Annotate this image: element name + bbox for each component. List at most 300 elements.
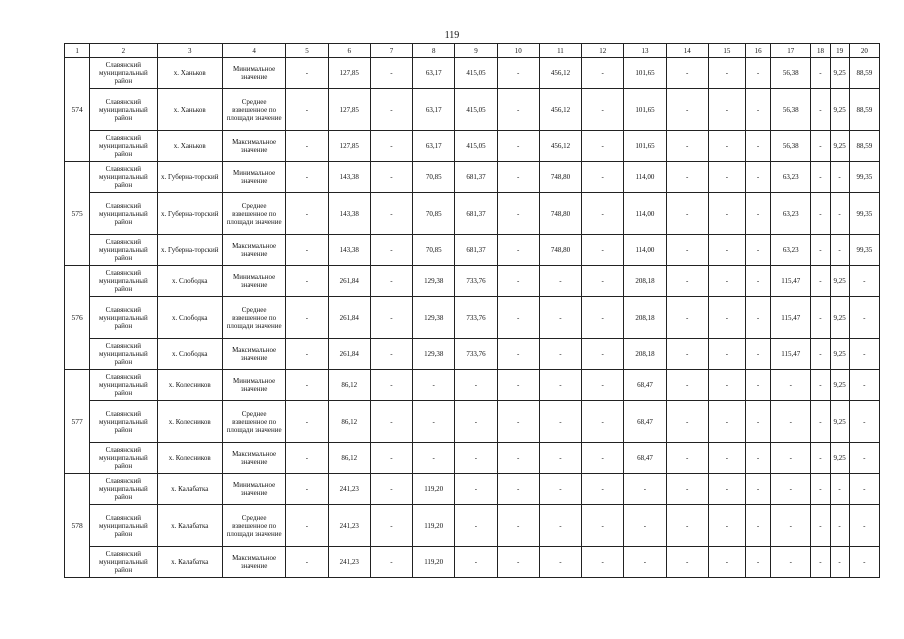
district-cell: Славянский муниципальный район (90, 162, 157, 193)
table-row (65, 58, 880, 89)
column-header: 20 (849, 44, 879, 58)
value-cell: - (497, 547, 539, 578)
value-cell: - (455, 474, 497, 505)
value-cell: - (666, 401, 708, 443)
value-cell: - (370, 162, 412, 193)
value-cell: - (370, 474, 412, 505)
value-cell: - (849, 474, 879, 505)
district-cell: Славянский муниципальный район (90, 193, 157, 235)
value-cell: - (539, 547, 581, 578)
value-cell: - (497, 339, 539, 370)
value-cell: - (455, 401, 497, 443)
value-cell: - (771, 505, 811, 547)
value-cell: 143,38 (328, 162, 370, 193)
value-cell: - (666, 547, 708, 578)
value-cell: 261,84 (328, 339, 370, 370)
value-cell: - (811, 443, 830, 474)
value-cell: 129,38 (413, 297, 455, 339)
value-cell: - (286, 370, 328, 401)
column-header: 15 (708, 44, 745, 58)
value-cell: - (811, 235, 830, 266)
value-cell: - (582, 474, 624, 505)
value-type-cell: Максимальное значение (222, 443, 285, 474)
value-cell: 415,05 (455, 58, 497, 89)
value-cell: - (582, 266, 624, 297)
value-cell: 86,12 (328, 370, 370, 401)
value-type-cell: Максимальное значение (222, 339, 285, 370)
value-cell: - (666, 443, 708, 474)
district-cell: Славянский муниципальный район (90, 131, 157, 162)
value-cell: - (413, 401, 455, 443)
value-cell: 9,25 (830, 401, 849, 443)
value-type-cell: Среднее взвешенное по площади значение (222, 401, 285, 443)
value-cell: - (582, 89, 624, 131)
value-cell: - (582, 443, 624, 474)
settlement-cell: х. Ханьков (157, 89, 222, 131)
value-cell: - (666, 162, 708, 193)
value-cell: - (708, 547, 745, 578)
value-cell: 208,18 (624, 297, 666, 339)
value-cell: 70,85 (413, 162, 455, 193)
value-cell: 101,65 (624, 58, 666, 89)
value-cell: - (830, 547, 849, 578)
value-type-cell: Максимальное значение (222, 131, 285, 162)
value-cell: 56,38 (771, 131, 811, 162)
value-cell: - (370, 58, 412, 89)
settlement-cell: х. Губерна-торский (157, 193, 222, 235)
value-type-cell: Минимальное значение (222, 474, 285, 505)
value-cell: - (582, 547, 624, 578)
value-cell: - (708, 58, 745, 89)
value-cell: - (624, 505, 666, 547)
table-row (65, 339, 880, 370)
table-row (65, 474, 880, 505)
value-cell: - (582, 370, 624, 401)
value-cell: - (286, 193, 328, 235)
column-header: 2 (90, 44, 157, 58)
value-cell: 99,35 (849, 162, 879, 193)
value-cell: - (370, 339, 412, 370)
value-cell: 99,35 (849, 193, 879, 235)
value-cell: 127,85 (328, 131, 370, 162)
value-cell: - (455, 547, 497, 578)
value-cell: - (370, 266, 412, 297)
value-cell: - (497, 89, 539, 131)
column-header: 9 (455, 44, 497, 58)
value-cell: - (746, 297, 771, 339)
value-cell: - (582, 505, 624, 547)
value-type-cell: Среднее взвешенное по площади значение (222, 193, 285, 235)
value-cell: 99,35 (849, 235, 879, 266)
district-cell: Славянский муниципальный район (90, 401, 157, 443)
value-cell: 70,85 (413, 193, 455, 235)
value-cell: 86,12 (328, 401, 370, 443)
value-cell: - (771, 370, 811, 401)
value-type-cell: Максимальное значение (222, 235, 285, 266)
district-cell: Славянский муниципальный район (90, 266, 157, 297)
column-header: 3 (157, 44, 222, 58)
value-cell: 748,80 (539, 193, 581, 235)
table-body (65, 58, 880, 578)
value-cell: - (666, 474, 708, 505)
value-cell: - (811, 297, 830, 339)
value-cell: - (286, 547, 328, 578)
settlement-cell: х. Слободка (157, 297, 222, 339)
value-cell: - (666, 266, 708, 297)
value-cell: 119,20 (413, 547, 455, 578)
value-cell: 114,00 (624, 193, 666, 235)
value-cell: - (497, 474, 539, 505)
value-cell: - (582, 193, 624, 235)
column-header: 5 (286, 44, 328, 58)
value-cell: - (771, 443, 811, 474)
column-header: 12 (582, 44, 624, 58)
value-cell: - (849, 547, 879, 578)
value-cell: - (286, 505, 328, 547)
value-cell: - (582, 297, 624, 339)
value-type-cell: Минимальное значение (222, 162, 285, 193)
value-cell: - (497, 505, 539, 547)
value-cell: - (708, 474, 745, 505)
value-cell: - (746, 266, 771, 297)
value-cell: - (708, 162, 745, 193)
column-header: 10 (497, 44, 539, 58)
value-cell: 9,25 (830, 443, 849, 474)
value-cell: 456,12 (539, 131, 581, 162)
value-cell: - (849, 370, 879, 401)
value-type-cell: Минимальное значение (222, 58, 285, 89)
value-cell: - (708, 443, 745, 474)
value-cell: - (413, 370, 455, 401)
value-cell: 115,47 (771, 266, 811, 297)
value-cell: - (708, 266, 745, 297)
value-cell: - (497, 443, 539, 474)
value-cell: 127,85 (328, 58, 370, 89)
value-cell: 68,47 (624, 370, 666, 401)
value-cell: - (582, 131, 624, 162)
value-cell: - (582, 339, 624, 370)
value-cell: - (497, 193, 539, 235)
value-cell: 63,23 (771, 235, 811, 266)
value-cell: - (771, 547, 811, 578)
value-cell: - (286, 235, 328, 266)
value-cell: - (539, 297, 581, 339)
settlement-cell: х. Колесников (157, 370, 222, 401)
value-cell: 63,17 (413, 89, 455, 131)
value-cell: 748,80 (539, 162, 581, 193)
value-cell: - (286, 89, 328, 131)
value-cell: 115,47 (771, 339, 811, 370)
table-row (65, 193, 880, 235)
value-cell: 127,85 (328, 89, 370, 131)
value-cell: - (370, 443, 412, 474)
value-cell: - (666, 297, 708, 339)
settlement-cell: х. Калабатка (157, 505, 222, 547)
value-type-cell: Максимальное значение (222, 547, 285, 578)
value-cell: 88,59 (849, 131, 879, 162)
value-cell: 114,00 (624, 235, 666, 266)
value-type-cell: Минимальное значение (222, 266, 285, 297)
settlement-cell: х. Ханьков (157, 131, 222, 162)
value-cell: - (539, 266, 581, 297)
value-cell: 63,23 (771, 162, 811, 193)
value-cell: 9,25 (830, 339, 849, 370)
value-cell: - (849, 505, 879, 547)
value-cell: 9,25 (830, 89, 849, 131)
value-cell: - (286, 401, 328, 443)
value-cell: - (286, 297, 328, 339)
value-cell: - (539, 401, 581, 443)
row-code-cell: 577 (65, 370, 90, 474)
table-row (65, 547, 880, 578)
value-cell: - (497, 235, 539, 266)
value-cell: - (455, 505, 497, 547)
value-cell: - (455, 370, 497, 401)
value-cell: - (497, 131, 539, 162)
value-cell: - (849, 443, 879, 474)
column-header: 7 (370, 44, 412, 58)
value-cell: - (666, 58, 708, 89)
value-cell: - (582, 235, 624, 266)
value-cell: - (497, 266, 539, 297)
value-cell: - (811, 474, 830, 505)
value-cell: 415,05 (455, 131, 497, 162)
value-cell: - (497, 58, 539, 89)
value-cell: - (771, 474, 811, 505)
value-cell: - (708, 89, 745, 131)
value-cell: - (370, 193, 412, 235)
value-cell: 261,84 (328, 266, 370, 297)
district-cell: Славянский муниципальный район (90, 89, 157, 131)
value-cell: - (811, 162, 830, 193)
value-cell: - (582, 162, 624, 193)
value-cell: - (497, 162, 539, 193)
value-cell: - (708, 401, 745, 443)
value-cell: - (286, 162, 328, 193)
table-row (65, 505, 880, 547)
column-header: 18 (811, 44, 830, 58)
value-cell: 681,37 (455, 235, 497, 266)
table-row (65, 401, 880, 443)
value-cell: 733,76 (455, 266, 497, 297)
value-cell: 9,25 (830, 266, 849, 297)
value-cell: - (811, 266, 830, 297)
value-cell: - (708, 370, 745, 401)
value-cell: - (746, 235, 771, 266)
column-header: 14 (666, 44, 708, 58)
settlement-cell: х. Колесников (157, 443, 222, 474)
value-cell: - (497, 297, 539, 339)
settlement-cell: х. Ханьков (157, 58, 222, 89)
value-cell: - (811, 58, 830, 89)
value-type-cell: Среднее взвешенное по площади значение (222, 505, 285, 547)
value-cell: - (455, 443, 497, 474)
header-row (65, 44, 880, 58)
value-type-cell: Среднее взвешенное по площади значение (222, 89, 285, 131)
value-cell: - (746, 370, 771, 401)
table-row (65, 266, 880, 297)
value-cell: 681,37 (455, 162, 497, 193)
value-cell: 241,23 (328, 505, 370, 547)
value-cell: - (708, 193, 745, 235)
value-cell: - (708, 235, 745, 266)
value-cell: 748,80 (539, 235, 581, 266)
value-cell: - (811, 339, 830, 370)
value-cell: 733,76 (455, 339, 497, 370)
settlement-cell: х. Губерна-торский (157, 162, 222, 193)
value-cell: - (370, 131, 412, 162)
value-cell: - (666, 193, 708, 235)
value-cell: - (746, 443, 771, 474)
column-header: 17 (771, 44, 811, 58)
value-cell: 9,25 (830, 58, 849, 89)
settlement-cell: х. Слободка (157, 266, 222, 297)
value-cell: - (286, 474, 328, 505)
value-cell: - (370, 89, 412, 131)
value-cell: 456,12 (539, 58, 581, 89)
value-cell: 86,12 (328, 443, 370, 474)
column-header: 19 (830, 44, 849, 58)
value-cell: - (370, 547, 412, 578)
value-cell: - (830, 505, 849, 547)
row-code-cell: 578 (65, 474, 90, 578)
value-cell: - (849, 401, 879, 443)
value-cell: - (370, 401, 412, 443)
column-header: 13 (624, 44, 666, 58)
settlement-cell: х. Губерна-торский (157, 235, 222, 266)
value-cell: 68,47 (624, 401, 666, 443)
value-cell: 681,37 (455, 193, 497, 235)
value-cell: - (666, 235, 708, 266)
value-cell: - (849, 266, 879, 297)
value-cell: - (811, 370, 830, 401)
value-cell: - (286, 58, 328, 89)
value-cell: 70,85 (413, 235, 455, 266)
value-cell: - (370, 370, 412, 401)
settlement-cell: х. Калабатка (157, 474, 222, 505)
value-cell: 733,76 (455, 297, 497, 339)
value-cell: 129,38 (413, 339, 455, 370)
value-cell: - (497, 401, 539, 443)
value-cell: 9,25 (830, 370, 849, 401)
value-cell: - (830, 193, 849, 235)
value-cell: - (849, 339, 879, 370)
table-row (65, 443, 880, 474)
value-cell: - (539, 370, 581, 401)
value-cell: - (811, 89, 830, 131)
value-cell: - (666, 131, 708, 162)
value-type-cell: Среднее взвешенное по площади значение (222, 297, 285, 339)
district-cell: Славянский муниципальный район (90, 474, 157, 505)
value-cell: - (370, 235, 412, 266)
value-cell: 101,65 (624, 131, 666, 162)
value-cell: - (286, 443, 328, 474)
value-cell: - (746, 89, 771, 131)
value-cell: 143,38 (328, 193, 370, 235)
value-cell: 88,59 (849, 58, 879, 89)
value-cell: - (413, 443, 455, 474)
value-cell: 208,18 (624, 339, 666, 370)
value-cell: - (746, 474, 771, 505)
value-cell: - (582, 401, 624, 443)
value-cell: - (811, 131, 830, 162)
row-code-cell: 574 (65, 58, 90, 162)
value-cell: - (370, 297, 412, 339)
table-row (65, 89, 880, 131)
value-cell: - (811, 547, 830, 578)
table-row (65, 162, 880, 193)
value-cell: - (849, 297, 879, 339)
value-cell: - (811, 193, 830, 235)
value-cell: - (539, 443, 581, 474)
value-cell: 129,38 (413, 266, 455, 297)
value-cell: 114,00 (624, 162, 666, 193)
district-cell: Славянский муниципальный район (90, 297, 157, 339)
value-cell: 88,59 (849, 89, 879, 131)
value-cell: 119,20 (413, 474, 455, 505)
table-row (65, 235, 880, 266)
column-header: 1 (65, 44, 90, 58)
value-cell: - (286, 266, 328, 297)
value-cell: - (811, 505, 830, 547)
value-cell: - (539, 505, 581, 547)
value-cell: - (666, 339, 708, 370)
value-cell: 415,05 (455, 89, 497, 131)
value-cell: 241,23 (328, 547, 370, 578)
district-cell: Славянский муниципальный район (90, 547, 157, 578)
value-cell: - (497, 370, 539, 401)
value-cell: - (582, 58, 624, 89)
value-cell: - (708, 339, 745, 370)
district-cell: Славянский муниципальный район (90, 235, 157, 266)
value-cell: - (746, 339, 771, 370)
value-cell: - (286, 339, 328, 370)
value-cell: 56,38 (771, 58, 811, 89)
value-cell: - (666, 89, 708, 131)
table-row (65, 370, 880, 401)
value-cell: 9,25 (830, 131, 849, 162)
value-cell: 9,25 (830, 297, 849, 339)
value-cell: - (830, 162, 849, 193)
value-cell: - (666, 505, 708, 547)
value-cell: - (746, 547, 771, 578)
table-row (65, 131, 880, 162)
value-cell: - (746, 58, 771, 89)
value-cell: 56,38 (771, 89, 811, 131)
column-header: 16 (746, 44, 771, 58)
value-cell: 208,18 (624, 266, 666, 297)
district-cell: Славянский муниципальный район (90, 505, 157, 547)
value-cell: - (746, 505, 771, 547)
value-cell: - (771, 401, 811, 443)
value-cell: 63,17 (413, 58, 455, 89)
column-header: 6 (328, 44, 370, 58)
value-cell: 63,17 (413, 131, 455, 162)
value-cell: - (539, 339, 581, 370)
table-row (65, 297, 880, 339)
value-cell: 456,12 (539, 89, 581, 131)
page-number: 119 (444, 30, 460, 41)
value-cell: - (830, 235, 849, 266)
column-header: 8 (413, 44, 455, 58)
value-cell: - (746, 401, 771, 443)
value-cell: - (746, 162, 771, 193)
value-cell: - (286, 131, 328, 162)
district-cell: Славянский муниципальный район (90, 443, 157, 474)
value-cell: 63,23 (771, 193, 811, 235)
value-cell: 115,47 (771, 297, 811, 339)
value-cell: - (811, 401, 830, 443)
